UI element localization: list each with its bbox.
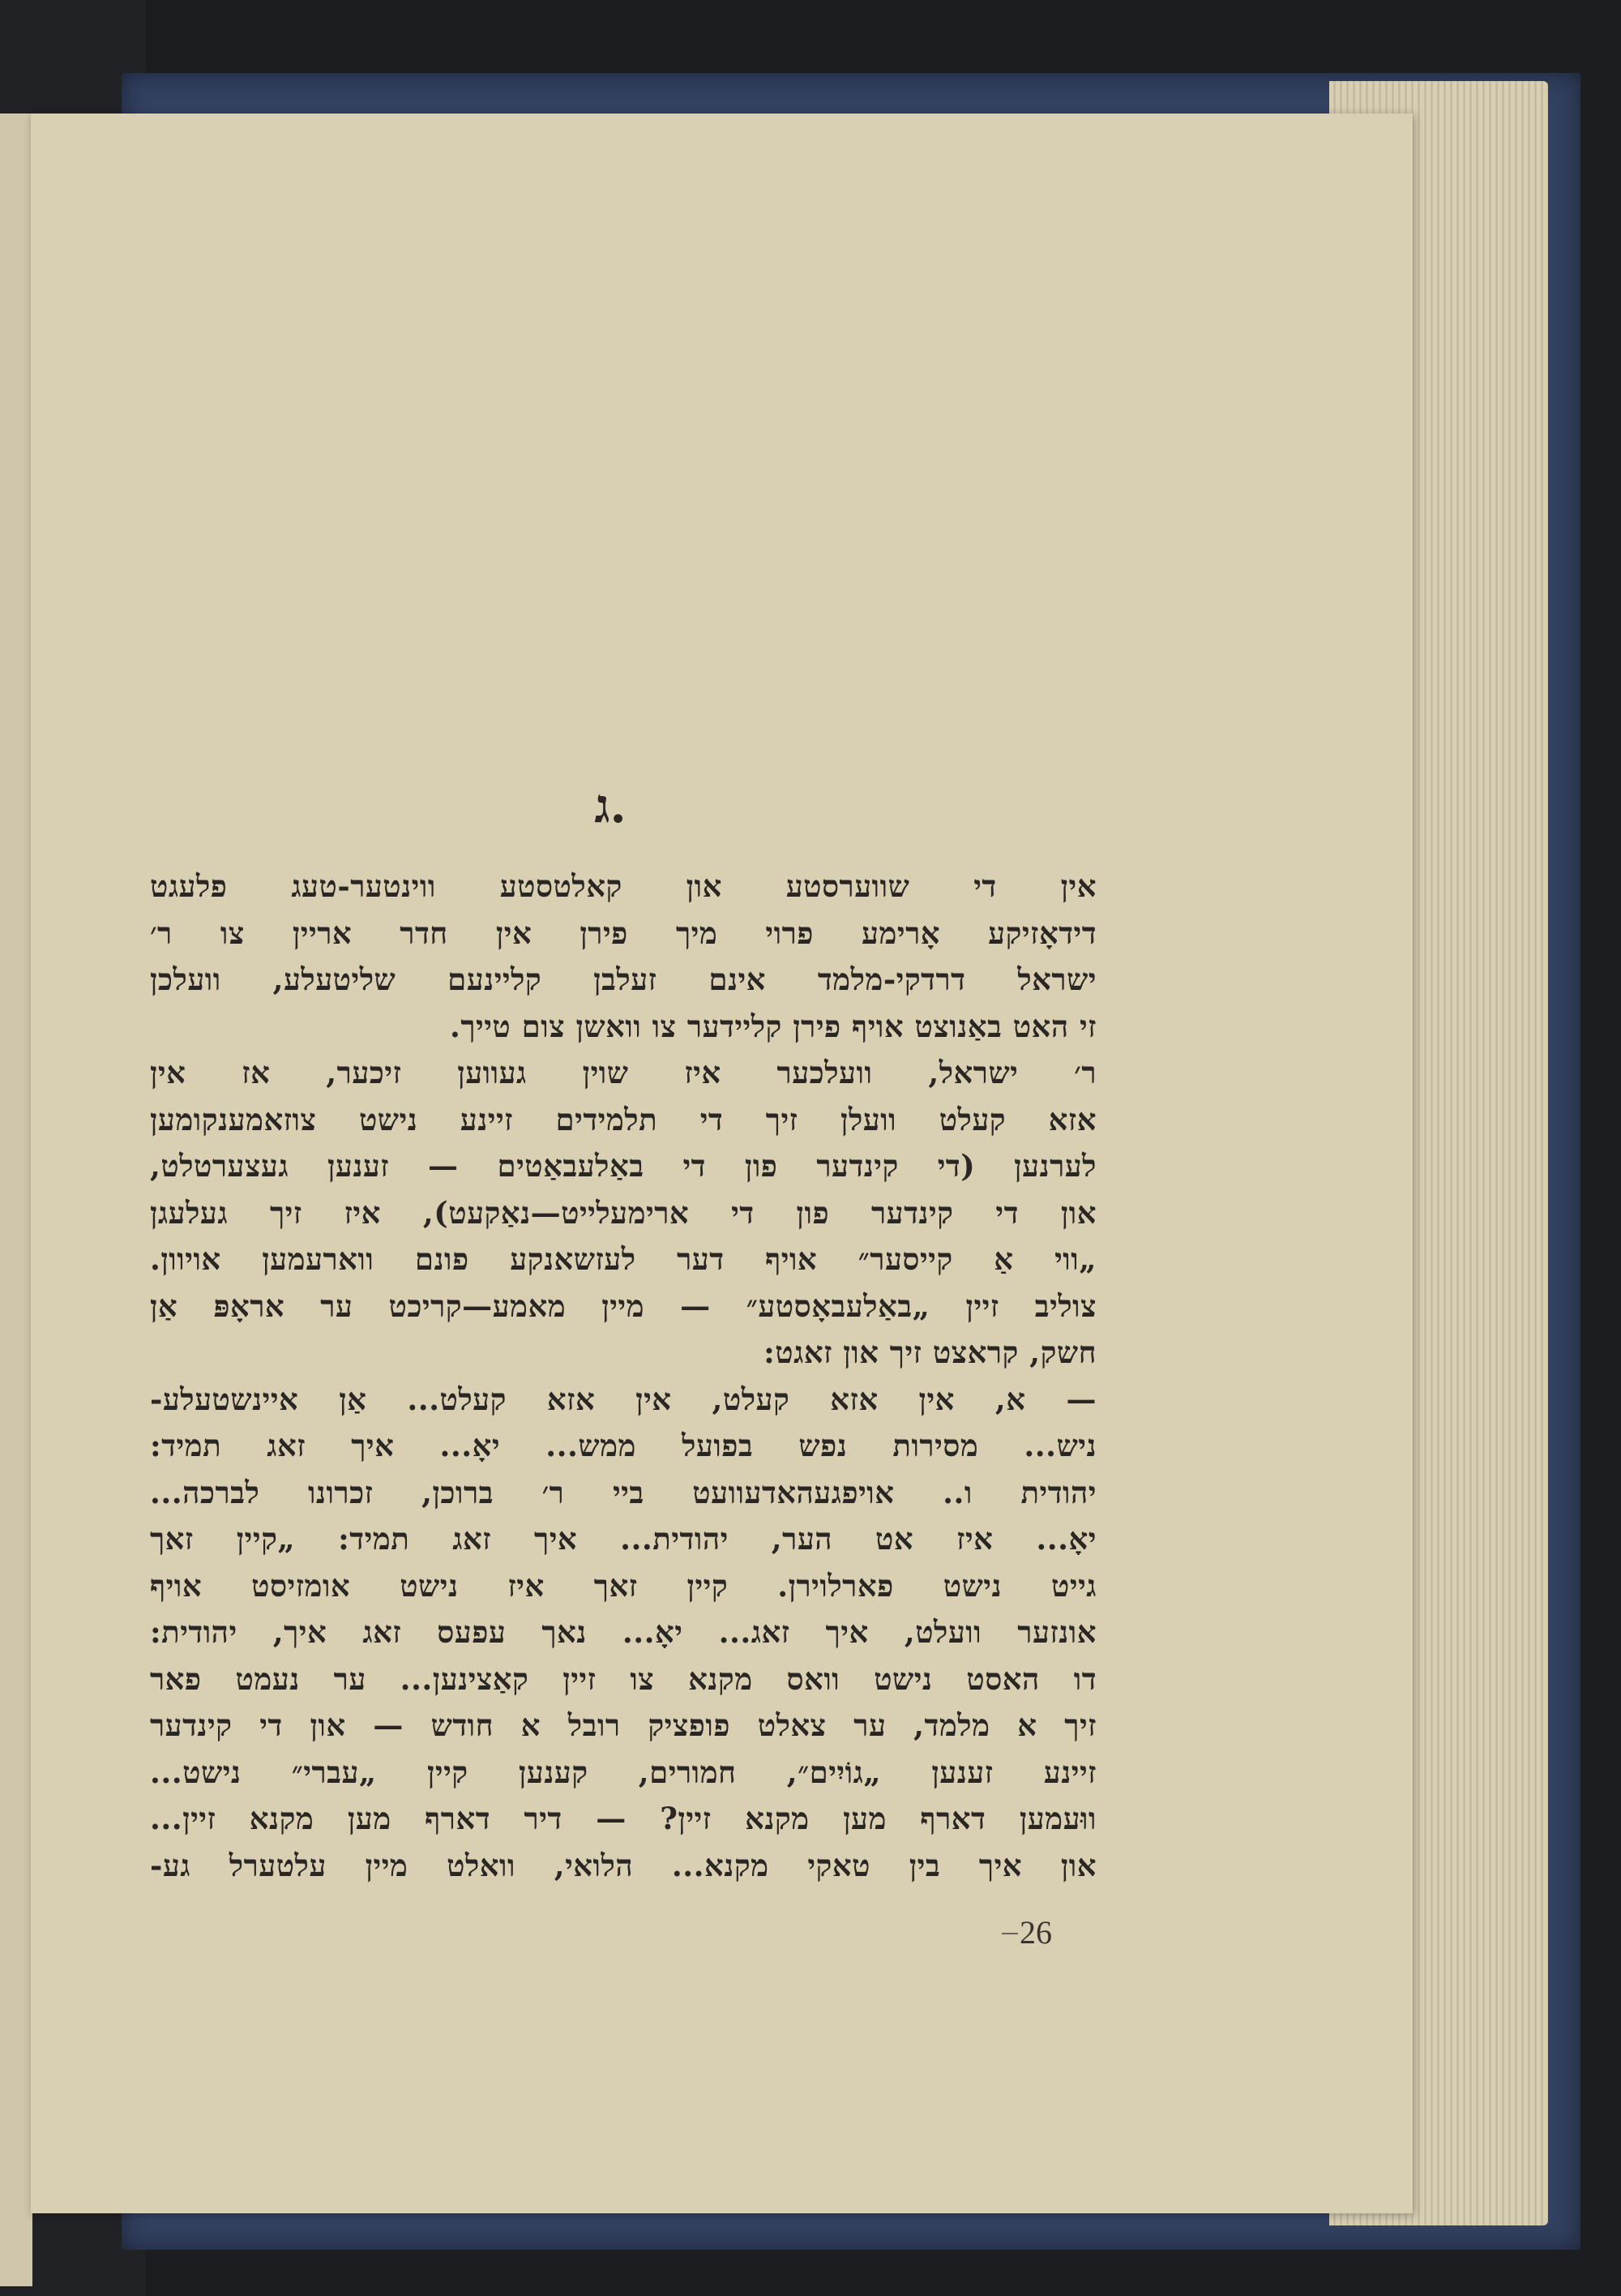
page-number: 26: [1020, 1914, 1052, 1951]
book-page: [31, 114, 1413, 2213]
chapter-heading: ג.: [594, 778, 627, 833]
text-line: לערנען (די קינדער פון די באַלעבאַטים — זענען געצערטלט,: [150, 1148, 1097, 1184]
text-line: ווּעמען דארף מען מקנא זיין? — דיר דארף מען מקנא זיין...: [150, 1801, 1097, 1836]
text-line: יהודית ו.. אויפגעהאדעוועט ביי ר׳ ברוכן, זכרונו לברכה...: [150, 1474, 1097, 1510]
text-line: אונזער וועלט, איך זאג... יאָ... נאך עפעס זאג איך, יהודית:: [150, 1614, 1097, 1650]
text-line: ניש... מסירות נפש בפועל ממש... יאָ... איך זאג תמיד:: [150, 1428, 1097, 1463]
text-line: יאָ... איז אט הער, יהודית... איך זאג תמיד: „קיין זאך: [150, 1521, 1097, 1557]
body-text: [150, 863, 1097, 1889]
text-line: חשק, קראצט זיך און זאגט:: [763, 1334, 1097, 1370]
text-line: דו האסט נישט וואס מקנא צו זיין קאַצינען... ער נעמט פאר: [150, 1660, 1097, 1697]
text-line: ר׳ ישראל, וועלכער איז שוין געווען זיכער, אז אין: [150, 1055, 1097, 1090]
text-line: זיינע זענען „גוֹיִים״, חמורים, קענען קיין „עברי״ נישט...: [150, 1754, 1097, 1790]
text-line: און איך בין טאקי מקנא... הלואי, וואלט מיין עלטערל גע-: [150, 1847, 1097, 1883]
text-line: דידאָזיקע אָרימע פרוי מיך פירן אין חדר אריין צו ר׳: [150, 915, 1097, 951]
text-line: גייט נישט פארלוירן. קיין זאך איז נישט אומזיסט אויף: [150, 1567, 1097, 1604]
text-line: ישראל דרדקי-מלמד אינם זעלבן קליינעם שליטעלע, וועלכן: [150, 962, 1097, 997]
text-line: זי האט באַנוצט אויף פירן קליידער צו וואשן צום טייך.: [449, 1008, 1097, 1044]
text-line: צוליב זיין „באַלעבאָסטע״ — מיין מאמע—קריכט ער אראָפּ אַן: [150, 1287, 1097, 1324]
previous-page-edge: [0, 114, 32, 2286]
text-line: אין די שווערסטע און קאלטסטע ווינטער-טעג פלעגט: [150, 868, 1097, 904]
text-line: „ווי אַ קייסער״ אויף דער לעזשאנקע פונם ווארעמען אויוון.: [150, 1241, 1097, 1277]
text-line: אזא קעלט וועלן זיך די תלמידים זיינע נישט צוזאמענקומען: [150, 1101, 1097, 1137]
text-line: — א, אין אזא קעלט, אין אזא קעלט... אַן איינשטעלע-: [150, 1381, 1097, 1417]
text-line: זיך א מלמד, ער צאלט פופציק רובל א חודש — און די קינדער: [150, 1707, 1097, 1743]
text-line: און די קינדער פון די ארימעלייט—נאַקעט), איז זיך געלעגן: [150, 1194, 1097, 1231]
